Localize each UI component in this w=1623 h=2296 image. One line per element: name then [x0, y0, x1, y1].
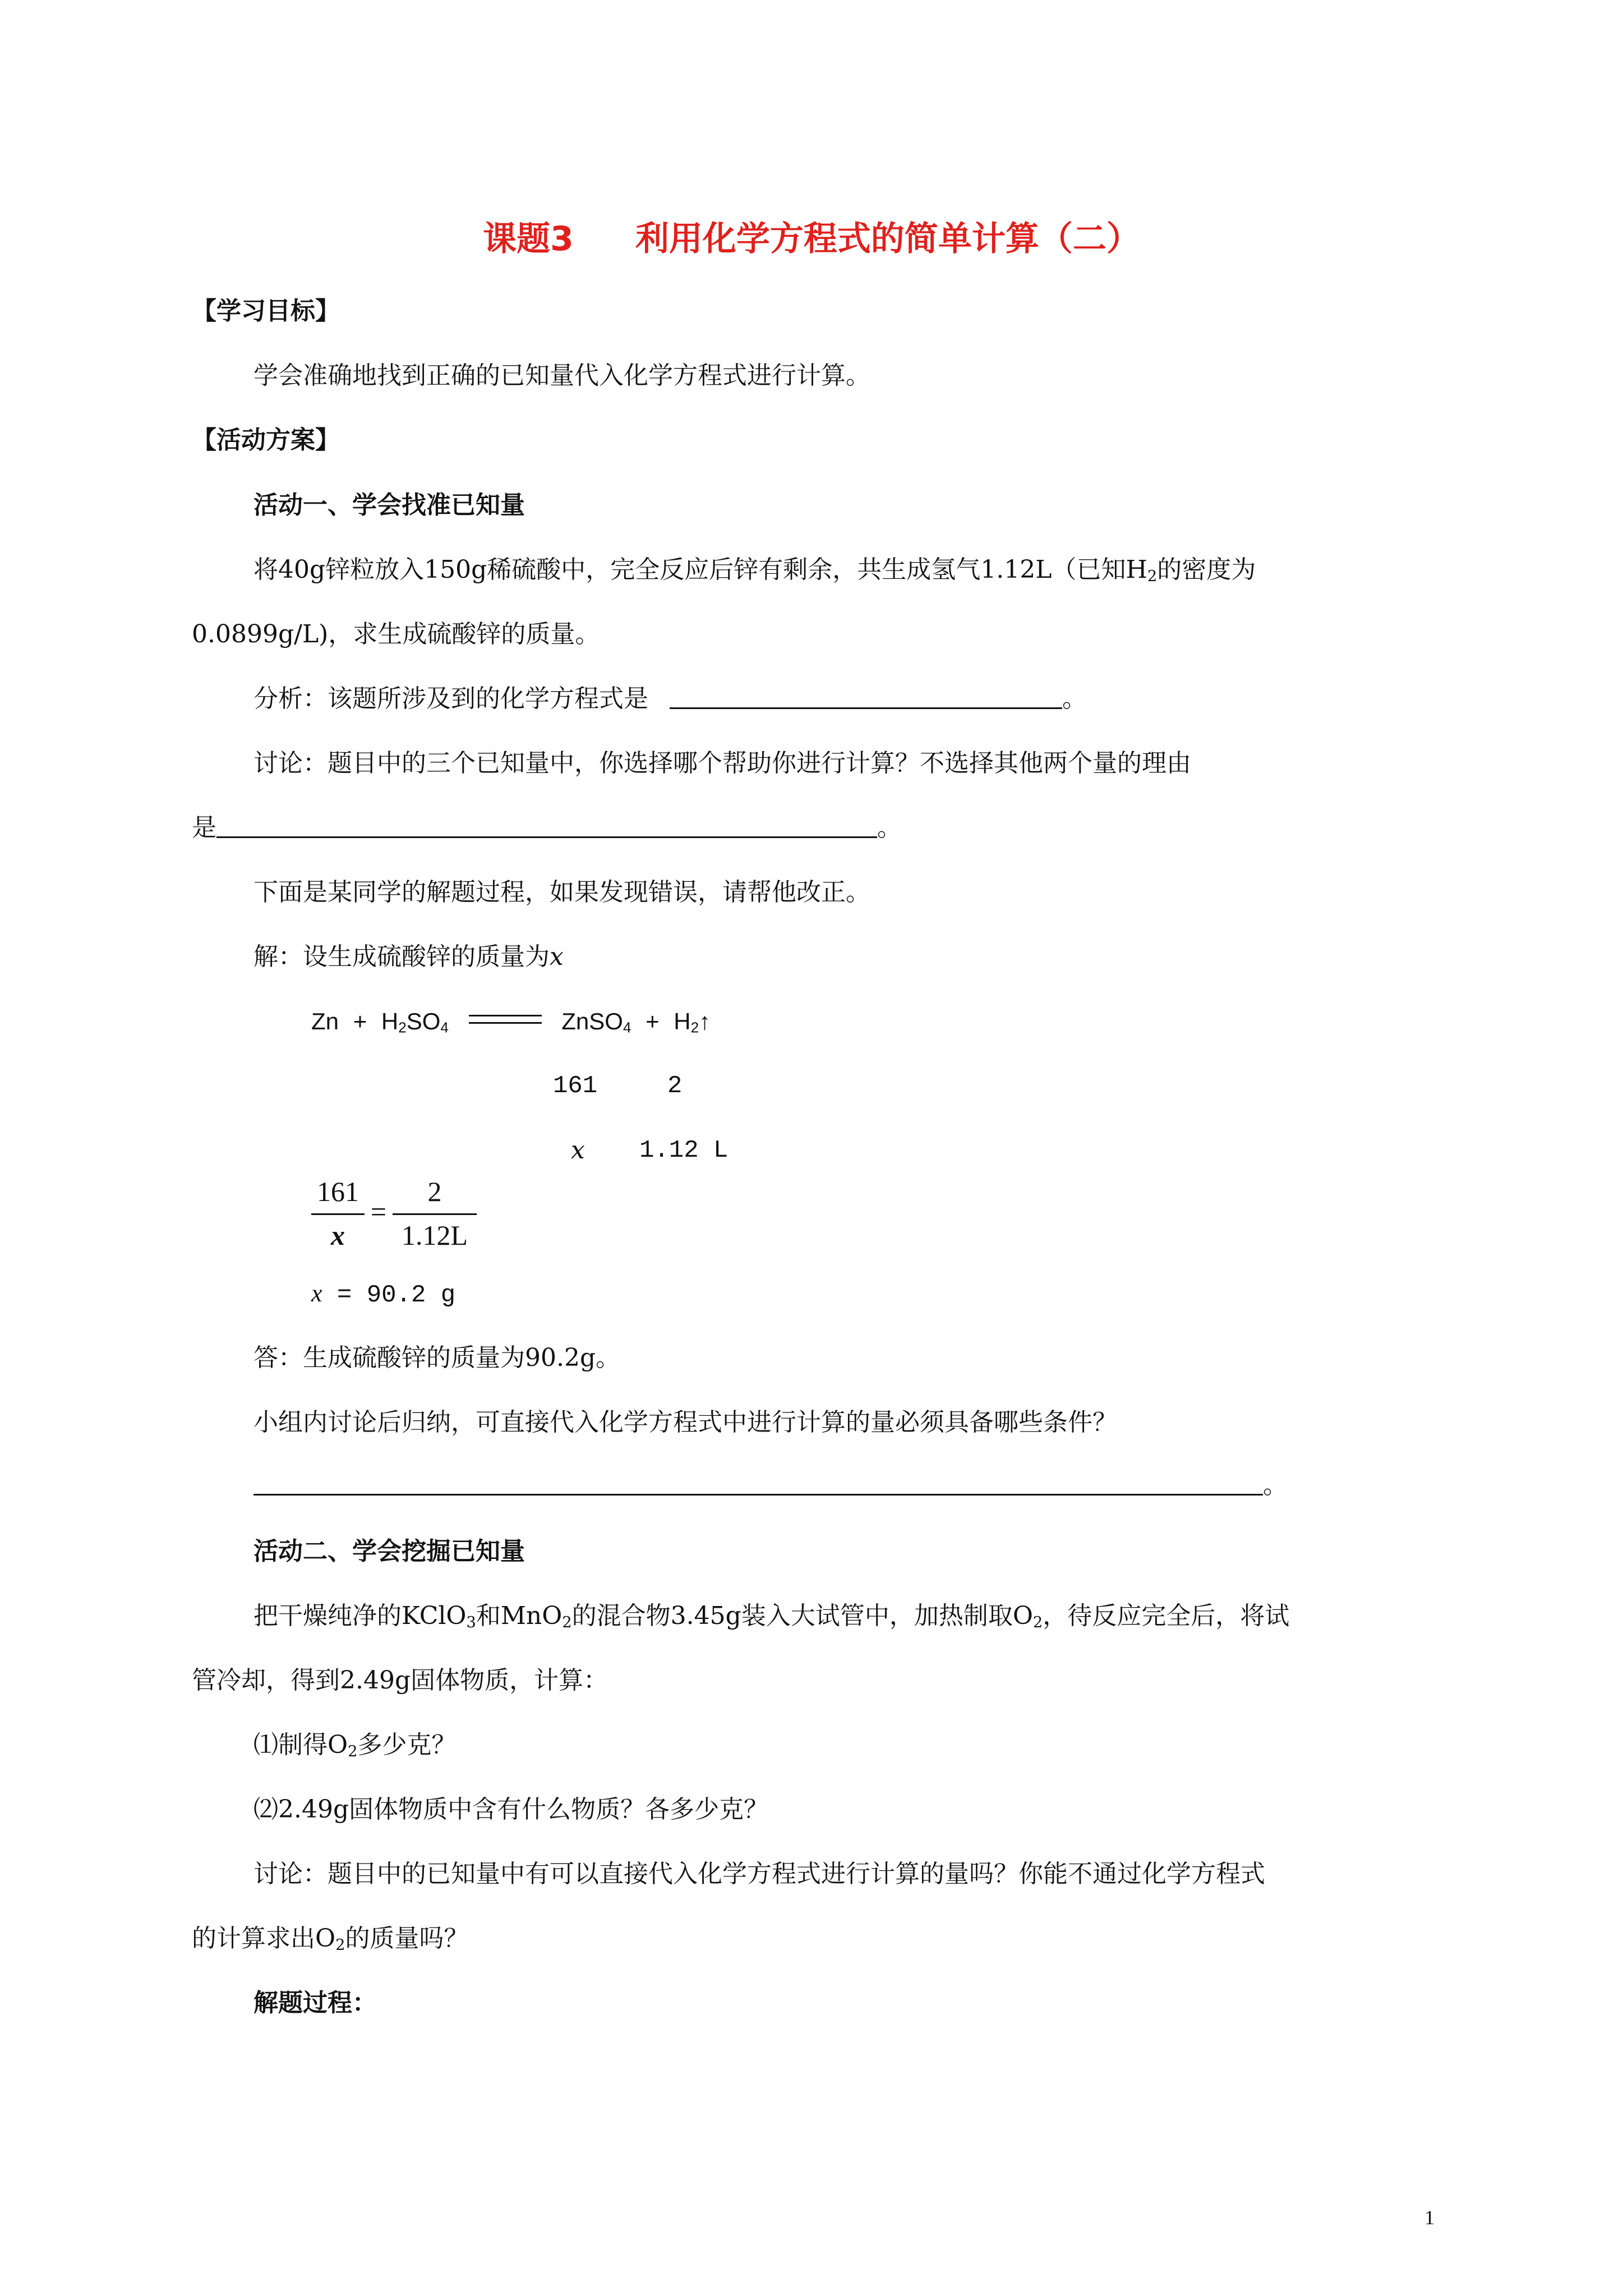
ratio-2: 2 — [667, 1072, 683, 1100]
fraction-equals: = — [370, 1196, 387, 1227]
ratio-volume: 1.12 L — [639, 1137, 728, 1165]
gas-arrow-icon: ↑ — [699, 1008, 711, 1034]
result-value: = 90.2 g — [322, 1281, 456, 1309]
fraction-right-numerator: 2 — [427, 1176, 442, 1207]
question-2: ⑵2.49g固体物质中含有什么物质？各多少克？ — [253, 1795, 769, 1824]
page-number: 1 — [1424, 2206, 1435, 2229]
activity2-problem-line1: 把干燥纯净的KClO$_3$和MnO$_2$的混合物3.45g装入大试管中，加热制取$O_2$，待反应完全后，将试 — [253, 1602, 1290, 1631]
solution-let: 解：设生成硫酸锌的质量为x — [253, 942, 564, 971]
result-line: x = 90.2 g — [311, 1280, 456, 1309]
ratio-161: 161 — [553, 1072, 598, 1100]
activity1-problem-line1: 将40g锌粒放入150g稀硫酸中，完全反应后锌有剩余，共生成氢气1.12L（已知$H_2$的密度为 — [253, 555, 1256, 585]
answer-blank-reason[interactable] — [216, 814, 877, 838]
question-1: ⑴制得$O_2$多少克？ — [253, 1731, 457, 1760]
group-answer-line: 。 — [253, 1470, 1288, 1501]
activity1-heading: 活动一、学会找准已知量 — [253, 491, 525, 519]
solution-intro-text: 下面是某同学的解题过程，如果发现错误，请帮他改正。 — [253, 878, 870, 907]
fraction-left-denominator: x — [331, 1220, 345, 1251]
title-prefix: 课题3 — [483, 219, 574, 259]
fraction-right-bar — [393, 1213, 477, 1215]
title-main: 利用化学方程式的简单计算（二） — [635, 219, 1140, 259]
fraction-left-bar — [311, 1213, 365, 1215]
fraction-left-numerator: 161 — [317, 1176, 359, 1207]
analysis-prompt: 分析：该题所涉及到的化学方程式是 。 — [253, 684, 1087, 713]
plan-heading: 【活动方案】 — [192, 426, 340, 454]
fraction-right-denominator: 1.12L — [401, 1220, 468, 1251]
answer-blank-conditions[interactable] — [253, 1471, 1263, 1496]
discussion2-line1: 讨论：题目中的已知量中有可以直接代入化学方程式进行计算的量吗？你能不通过化学方程式 — [253, 1860, 1265, 1888]
equation-equals-sign — [469, 1015, 542, 1024]
discussion1-line1: 讨论：题目中的三个已知量中，你选择哪个帮助你进行计算？不选择其他两个量的理由 — [253, 749, 1191, 777]
chemical-equation: $Zn + H_2SO_4$ ZnSO$_4$ + $H_2↑$ — [311, 1008, 711, 1036]
discussion2-line2: 的计算求出$O_2$的质量吗？ — [192, 1924, 469, 1954]
objectives-text: 学会准确地找到正确的已知量代入化学方程式进行计算。 — [253, 361, 870, 390]
group-question: 小组内讨论后归纳，可直接代入化学方程式中进行计算的量必须具备哪些条件？ — [253, 1408, 1117, 1437]
objectives-heading: 【学习目标】 — [192, 297, 340, 325]
answer-line: 答：生成硫酸锌的质量为90.2g。 — [253, 1343, 621, 1372]
solution-process-heading: 解题过程： — [253, 1989, 377, 2017]
activity1-problem-line2: 0.0899g/L)，求生成硫酸锌的质量。 — [192, 620, 600, 648]
discussion1-line2: 是 。 — [192, 813, 902, 842]
ratio-x: x — [571, 1136, 585, 1165]
fraction-equation — [311, 1175, 479, 1265]
activity2-heading: 活动二、学会挖掘已知量 — [253, 1537, 525, 1566]
page-title — [0, 218, 1623, 260]
answer-blank-equation[interactable] — [670, 685, 1062, 709]
activity2-problem-line2: 管冷却，得到2.49g固体物质，计算： — [192, 1666, 608, 1695]
